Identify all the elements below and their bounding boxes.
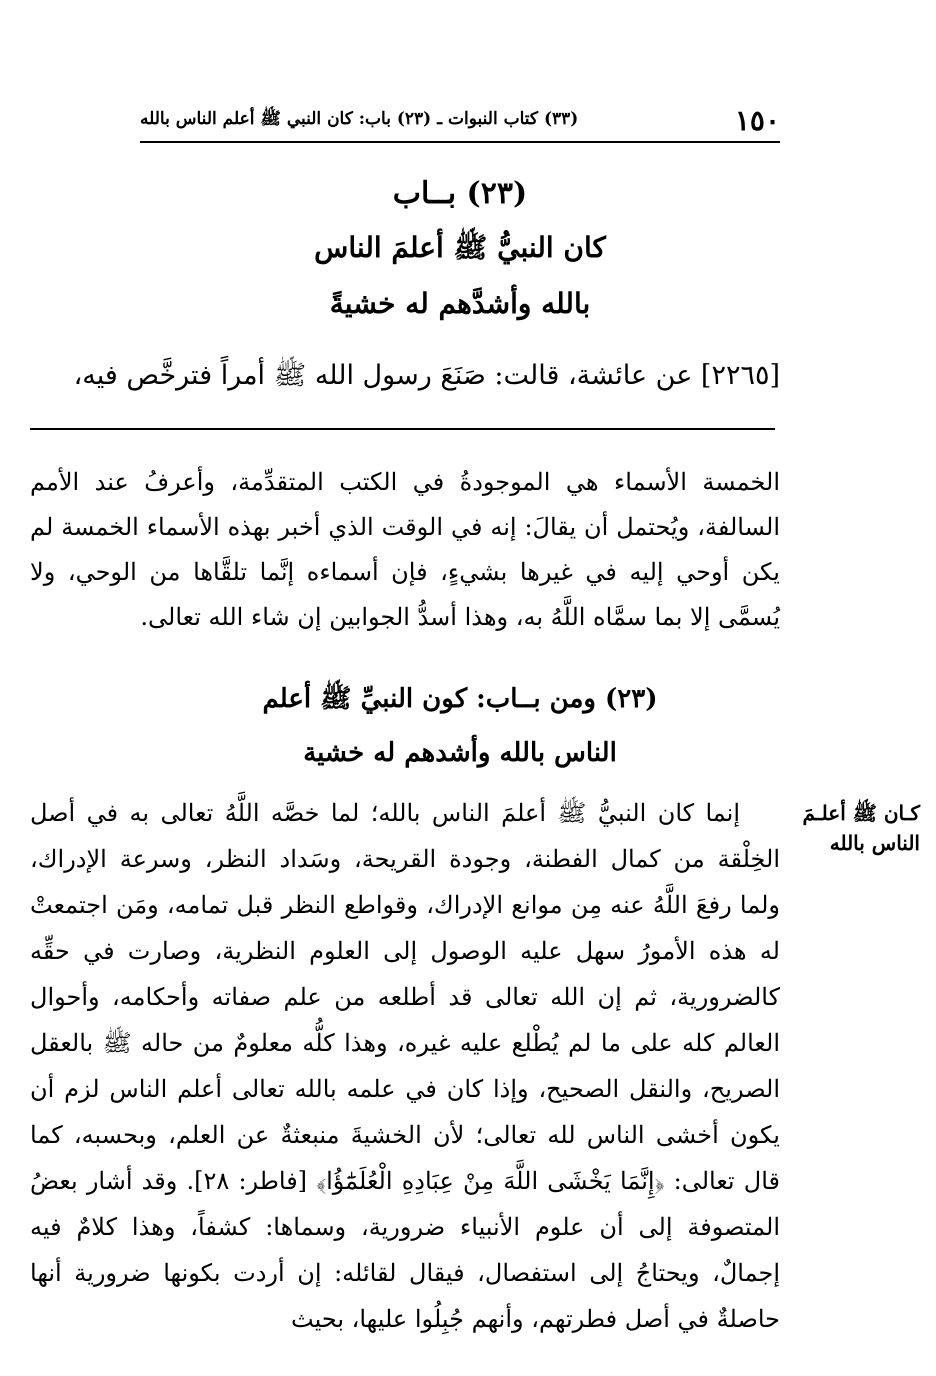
margin-note-line-2: الناس بالله (829, 831, 920, 855)
section-divider (30, 428, 775, 430)
chapter-title-line-1: كان النبيُّ ﷺ أعلمَ الناس (314, 231, 606, 264)
chapter-number: (٢٣) بــاب (392, 176, 528, 211)
commentary-block (30, 460, 780, 640)
body-paragraph: إنما كان النبيُّ ﷺ أعلمَ الناس بالله؛ لما خصَّه اللَّهُ تعالى به في أصل الخِلْقة من كمال الفطنة، وجودة القريحة، وسَداد النظر، وسرعة الإدراك، ولما رفعَ اللَّهُ عنه مِن موانع الإدراك، وقواطع النظر قبل تمامه، ومَن اجتمعتْ له هذه الأمورُ سهل عليه الوصول إلى العلوم النظرية، وصارت في حقِّه كالضرورية، ثم إن الله تعالى قد أطلعه من علم صفاته وأحكامه، وأحوال العالم كله على ما لم يُطْلع عليه غيره، وهذا كلُّه معلومٌ من حاله ﷺ بالعقل الصريح، والنقل الصحيح، وإذا كان في علمه بالله تعالى أعلم الناس لزم أن يكون أخشى الناس لله تعالى؛ لأن الخشيةَ منبعثةٌ عن العلم، وبحسبه، كما قال تعالى: ﴿إِنَّمَا يَخْشَى اللَّهَ مِنْ عِبَادِهِ الْعُلَمَٰٓؤُا﴾ [فاطر: ٢٨]. وقد أشار بعضُ المتصوفة إلى أن علوم الأنبياء ضرورية، وسماها: كشفاً، وهذا كلامٌ فيه إجمالٌ، ويحتاجُ إلى استفصال، فيقال لقائله: إن أردت بكونها ضرورية أنها حاصلةٌ في أصل فطرتهم، وأنهم جُبِلُوا عليها، بحيث (30, 799, 780, 1333)
margin-note-line-1: كـان ﷺ أعلـمَ (802, 801, 920, 825)
sub-heading-line-2: الناس بالله وأشدهم له خشية (303, 738, 617, 768)
chapter-title-line-2: بالله وأشدَّهم له خشيةً (329, 287, 591, 320)
header-rule (140, 141, 780, 143)
running-head (140, 100, 780, 140)
sub-heading-line-1: (٢٣) ومن بــاب: كون النبيِّ ﷺ أعلم (262, 684, 658, 714)
sub-heading (140, 672, 780, 780)
hadith-text: [٢٢٦٥] عن عائشة، قالت: صَنَعَ رسول الله ﷺ أمراً فترخَّص فيه، (73, 360, 780, 391)
body-text-block (30, 790, 780, 1342)
page-number: ١٥٠ (734, 103, 780, 137)
running-title: (٣٣) كتاب النبوات ـ (٢٣) باب: كان النبي ﷺ أعلم الناس بالله (140, 108, 579, 129)
margin-note (800, 798, 920, 858)
chapter-heading (140, 168, 780, 332)
commentary-paragraph: الخمسة الأسماء هي الموجودةُ في الكتب المتقدِّمة، وأعرفُ عند الأمم السالفة، ويُحتمل أن يقالَ: إنه في الوقت الذي أخبر بهذه الأسماء الخمسة لم يكن أوحي إليه في غيرها بشيءٍ، فإن أسماءه إنَّما تلقَّاها من الوحي، ولا يُسمَّى إلا بما سمَّاه اللَّهُ به، وهذا أسدُّ الجوابين إن شاء الله تعالى. (30, 468, 780, 631)
